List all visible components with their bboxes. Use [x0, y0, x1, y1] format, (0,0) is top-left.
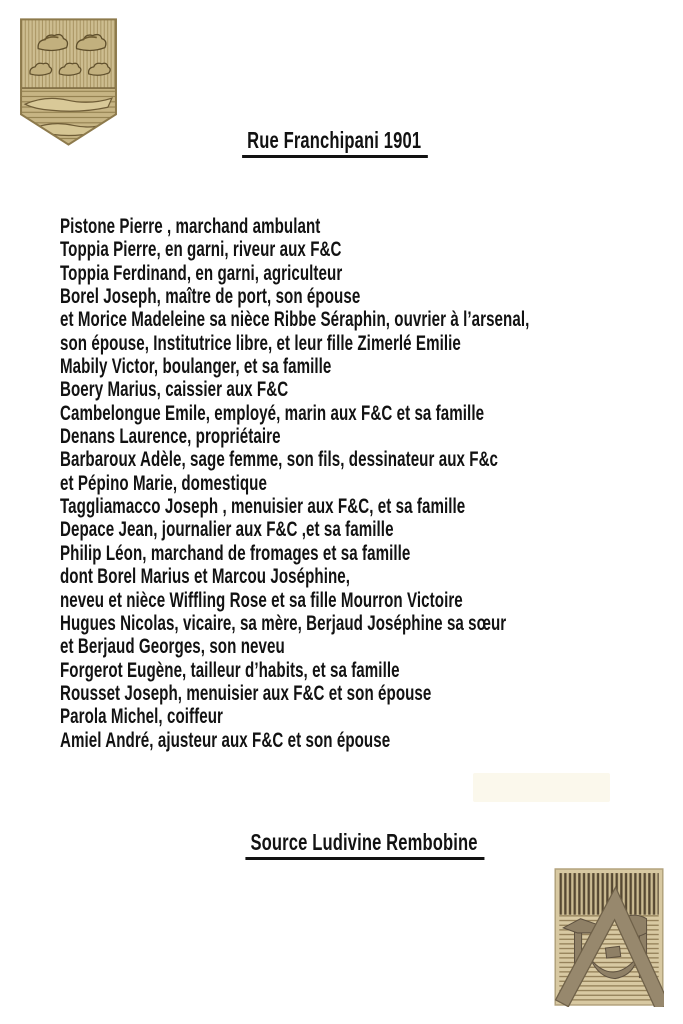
resident-line: Boery Marius, caissier aux F&C: [60, 378, 289, 402]
resident-line: Amiel André, ajusteur aux F&C et son épouse: [60, 728, 391, 752]
resident-line: et Pépino Marie, domestique: [60, 471, 267, 495]
resident-line: Taggliamacco Joseph , menuisier aux F&C, et sa famille: [60, 495, 466, 519]
resident-line: Forgerot Eugène, tailleur d’habits, et sa famille: [60, 658, 400, 682]
resident-line: Mabily Victor, boulanger, et sa famille: [60, 355, 332, 379]
source-row: [0, 831, 683, 860]
resident-line: et Berjaud Georges, son neveu: [60, 635, 285, 659]
resident-line: Toppia Pierre, en garni, riveur aux F&C: [60, 238, 342, 262]
resident-line: Hugues Nicolas, vicaire, sa mère, Berjaud Joséphine sa sœur: [60, 611, 507, 635]
scan-artifact: [473, 773, 610, 802]
resident-line: Pistone Pierre , marchand ambulant: [60, 215, 321, 238]
source-caption: Source Ludivine Rembobine: [246, 831, 485, 860]
resident-line: dont Borel Marius et Marcou Joséphine,: [60, 565, 351, 589]
resident-line: et Morice Madeleine sa nièce Ribbe Séraphin, ouvrier à l’arsenal,: [60, 308, 530, 332]
resident-line: Denans Laurence, propriétaire: [60, 425, 281, 449]
resident-line: Cambelongue Emile, employé, marin aux F&C et sa famille: [60, 401, 485, 425]
resident-line: son épouse, Institutrice libre, et leur fille Zimerlé Emilie: [60, 331, 461, 355]
resident-line: neveu et nièce Wiffling Rose et sa fille Mourron Victoire: [60, 588, 463, 612]
resident-line: Barbaroux Adèle, sage femme, son fils, dessinateur aux F&c: [60, 448, 499, 472]
resident-line: Parola Michel, coiffeur: [60, 705, 223, 729]
resident-line: Depace Jean, journalier aux F&C ,et sa famille: [60, 518, 394, 542]
resident-line: Rousset Joseph, menuisier aux F&C et son épouse: [60, 681, 432, 705]
resident-list: [60, 215, 529, 752]
page-title: Rue Franchipani 1901: [242, 129, 428, 158]
title-row: [0, 129, 683, 158]
resident-line: Borel Joseph, maître de port, son épouse: [60, 285, 361, 309]
resident-line: Toppia Ferdinand, en garni, agriculteur: [60, 261, 343, 285]
carpenter-guild-emblem-icon: [554, 868, 664, 1007]
resident-line: Philip Léon, marchand de fromages et sa famille: [60, 541, 411, 565]
